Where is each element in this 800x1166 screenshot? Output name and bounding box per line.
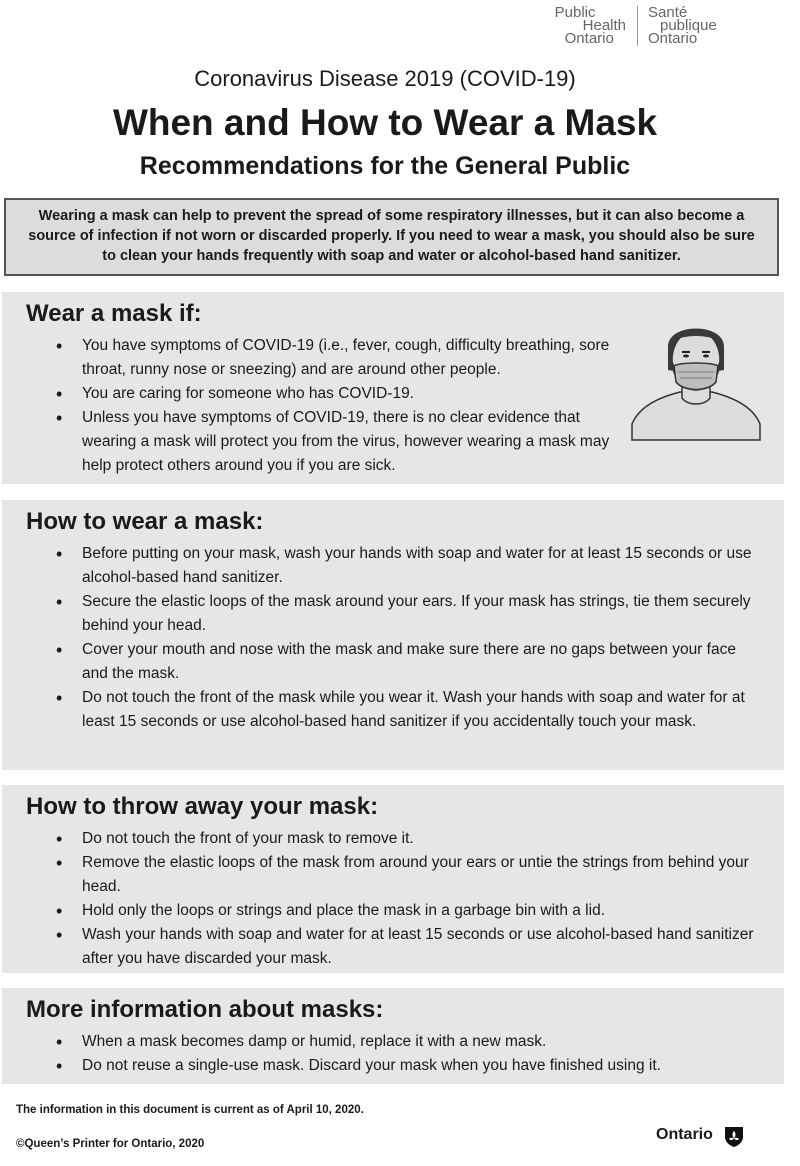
list-item: • You are caring for someone who has COVID-19. bbox=[82, 382, 622, 406]
section-more-information bbox=[2, 988, 784, 1084]
page-title: When and How to Wear a Mask bbox=[112, 102, 658, 143]
section-heading: How to throw away your mask: bbox=[26, 793, 379, 820]
list-item: • When a mask becomes damp or humid, replace it with a new mask. bbox=[82, 1030, 760, 1054]
section-heading: Wear a mask if: bbox=[26, 300, 202, 327]
logo-en-line3: Ontario bbox=[564, 30, 614, 47]
list-item: • Remove the elastic loops of the mask from around your ears or untie the strings from behind your head. bbox=[82, 851, 760, 899]
logo-divider bbox=[637, 6, 638, 46]
list-item: • Do not touch the front of your mask to remove it. bbox=[82, 827, 760, 851]
logo-fr-line3: Ontario bbox=[648, 30, 698, 47]
copyright-notice: ©Queen’s Printer for Ontario, 2020 bbox=[16, 1138, 205, 1150]
list-item: • Cover your mouth and nose with the mask and make sure there are no gaps between your face and the mask. bbox=[82, 638, 760, 686]
logo-fr-line2: publique bbox=[660, 17, 717, 34]
logo-en-line2: Health bbox=[582, 17, 626, 34]
logo-english bbox=[555, 6, 626, 45]
section-how-to-throw-away bbox=[2, 785, 784, 973]
section-how-to-wear bbox=[2, 500, 784, 770]
bullet-list bbox=[26, 827, 760, 971]
logo-french bbox=[648, 6, 717, 45]
section-heading: More information about masks: bbox=[26, 996, 384, 1023]
bullet-list bbox=[26, 334, 622, 478]
masked-person-illustration bbox=[630, 312, 762, 442]
list-item: • Before putting on your mask, wash your hands with soap and water for at least 15 seconds or use alcohol-based hand sanitizer. bbox=[82, 542, 760, 590]
list-item: • Do not touch the front of the mask while you wear it. Wash your hands with soap and water for at least 15 seconds or use alcohol-based hand sanitizer if you accidentally touch your mask. bbox=[82, 686, 760, 734]
bullet-list bbox=[26, 542, 760, 734]
list-item: • Do not reuse a single-use mask. Discard your mask when you have finished using it. bbox=[82, 1054, 760, 1078]
intro-box: Wearing a mask can help to prevent the spread of some respiratory illnesses, but it can also become a source of infection if not worn or discarded properly. If you need to wear a mask, you should also be sure to clean your hands frequently with soap and water or alcohol-based hand sanitizer. bbox=[4, 198, 779, 276]
logo-en-line1: Public bbox=[554, 4, 596, 21]
section-heading: How to wear a mask: bbox=[26, 508, 264, 535]
list-item: • Unless you have symptoms of COVID-19, there is no clear evidence that wearing a mask will protect you from the virus, however wearing a mask may help protect others around you if you are sick. bbox=[82, 406, 622, 478]
currency-note: The information in this document is current as of April 10, 2020. bbox=[16, 1104, 364, 1116]
list-item: • You have symptoms of COVID-19 (i.e., fever, cough, difficulty breathing, sore throat, runny nose or sneezing) and are around other people. bbox=[82, 334, 622, 382]
bullet-list bbox=[26, 1030, 760, 1078]
logo-fr-line1: Santé bbox=[648, 4, 688, 21]
page-subtitle: Recommendations for the General Public bbox=[139, 152, 631, 180]
ontario-trillium-icon bbox=[722, 1124, 746, 1148]
public-health-ontario-logo bbox=[536, 4, 746, 46]
topic-heading: Coronavirus Disease 2019 (COVID-19) bbox=[194, 66, 576, 91]
ontario-wordmark: Ontario bbox=[656, 1126, 713, 1143]
list-item: • Wash your hands with soap and water for at least 15 seconds or use alcohol-based hand sanitizer after you have discarded your mask. bbox=[82, 923, 760, 971]
list-item: • Hold only the loops or strings and place the mask in a garbage bin with a lid. bbox=[82, 899, 760, 923]
list-item: • Secure the elastic loops of the mask around your ears. If your mask has strings, tie them securely behind your head. bbox=[82, 590, 760, 638]
